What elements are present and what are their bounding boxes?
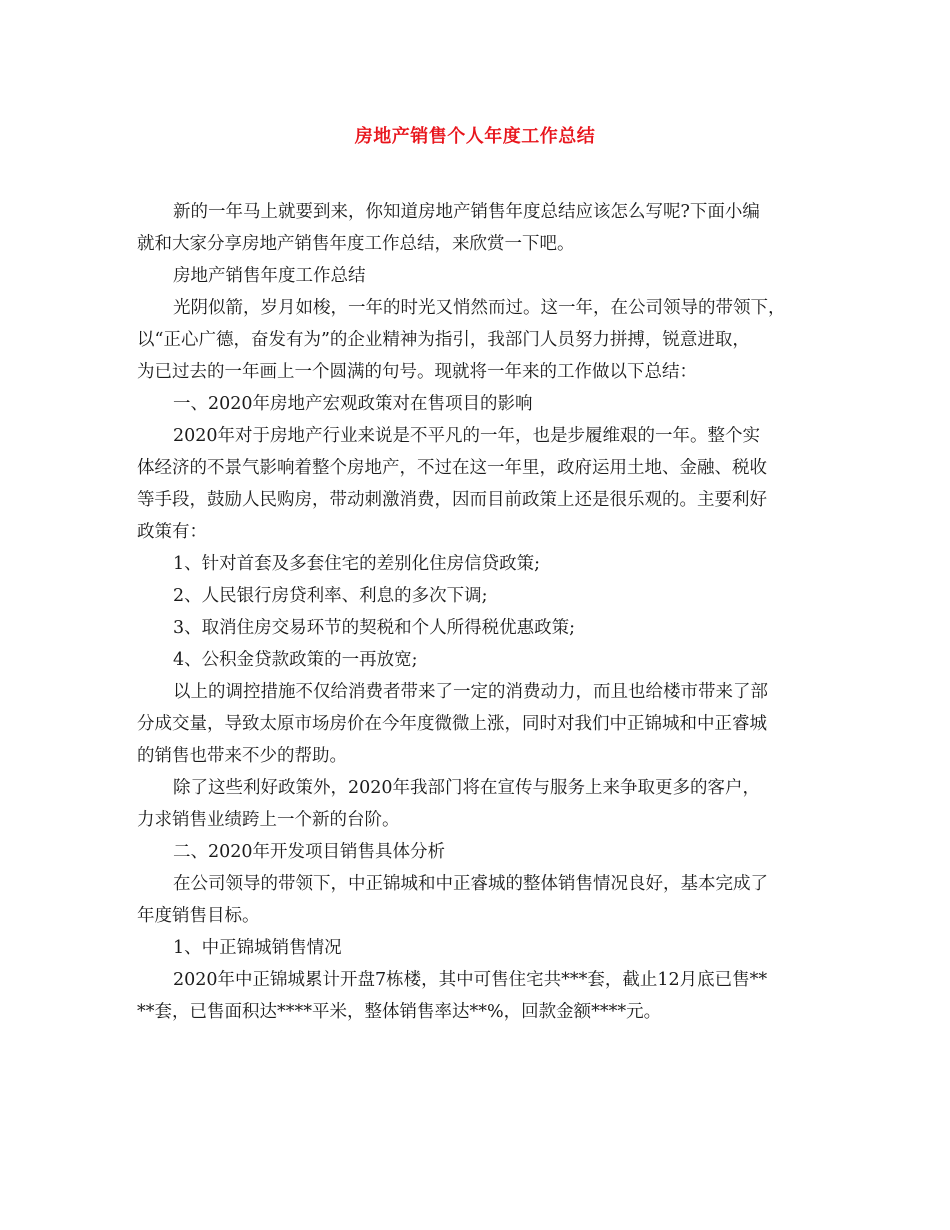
text-line: 4、公积金贷款政策的一再放宽; (173, 650, 418, 670)
paragraph-intro (137, 196, 827, 260)
list-item (137, 548, 827, 580)
section-heading-2 (137, 836, 827, 868)
text-line: 年度销售目标。 (137, 906, 260, 926)
text-line: 1、针对首套及多套住宅的差别化住房信贷政策; (173, 554, 541, 574)
paragraph-sales-overview (137, 868, 827, 932)
list-item (137, 644, 827, 676)
paragraph-plan (137, 772, 827, 836)
section-heading-1 (137, 388, 827, 420)
paragraph-opening (137, 292, 827, 388)
text-line: 2020年对于房地产行业来说是不平凡的一年，也是步履维艰的一年。整个实 (173, 426, 761, 446)
text-line: 政策有： (137, 522, 207, 542)
text-line: 除了这些利好政策外，2020年我部门将在宣传与服务上来争取更多的客户， (173, 778, 761, 798)
text-line: 体经济的不景气影响着整个房地产，不过在这一年里，政府运用土地、金融、税收 (137, 458, 767, 478)
list-item (137, 612, 827, 644)
text-line: 在公司领导的带领下，中正锦城和中正睿城的整体销售情况良好，基本完成了 (173, 874, 768, 894)
text-line: 一、2020年房地产宏观政策对在售项目的影响 (173, 394, 533, 414)
text-line: 2020年中正锦城累计开盘7栋楼，其中可售住宅共***套，截止12月底已售** (173, 970, 768, 990)
text-line: 的销售也带来不少的帮助。 (137, 746, 347, 766)
text-line: 以“正心广德，奋发有为”的企业精神为指引，我部门人员努力拼搏，锐意进取， (137, 330, 750, 350)
text-line: 分成交量，导致太原市场房价在今年度微微上涨，同时对我们中正锦城和中正睿城 (137, 714, 767, 734)
text-line: 房地产销售年度工作总结 (173, 266, 366, 286)
list-item (137, 580, 827, 612)
text-line: 2、人民银行房贷利率、利息的多次下调; (173, 586, 488, 606)
text-line: 3、取消住房交易环节的契税和个人所得税优惠政策; (173, 618, 576, 638)
text-line: 光阴似箭，岁月如梭，一年的时光又悄然而过。这一年，在公司领导的带领下， (173, 298, 786, 318)
text-line: **套，已售面积达****平米，整体销售率达**%，回款金额****元。 (137, 1002, 662, 1022)
document-body (137, 196, 827, 1028)
paragraph-sales-detail (137, 964, 827, 1028)
text-line: 就和大家分享房地产销售年度工作总结，来欣赏一下吧。 (137, 234, 575, 254)
text-line: 力求销售业绩跨上一个新的台阶。 (137, 810, 400, 830)
text-line: 二、2020年开发项目销售具体分析 (173, 842, 446, 862)
text-line: 1、中正锦城销售情况 (173, 938, 342, 958)
subsection-heading (137, 932, 827, 964)
paragraph-policy (137, 420, 827, 548)
text-line: 等手段，鼓励人民购房，带动刺激消费，因而目前政策上还是很乐观的。主要利好 (137, 490, 767, 510)
document-title: 房地产销售个人年度工作总结 (354, 126, 596, 147)
text-line: 为已过去的一年画上一个圆满的句号。现就将一年来的工作做以下总结： (137, 362, 697, 382)
paragraph-effects (137, 676, 827, 772)
paragraph-subtitle (137, 260, 827, 292)
text-line: 新的一年马上就要到来，你知道房地产销售年度总结应该怎么写呢?下面小编 (173, 202, 760, 222)
text-line: 以上的调控措施不仅给消费者带来了一定的消费动力，而且也给楼市带来了部 (173, 682, 768, 702)
